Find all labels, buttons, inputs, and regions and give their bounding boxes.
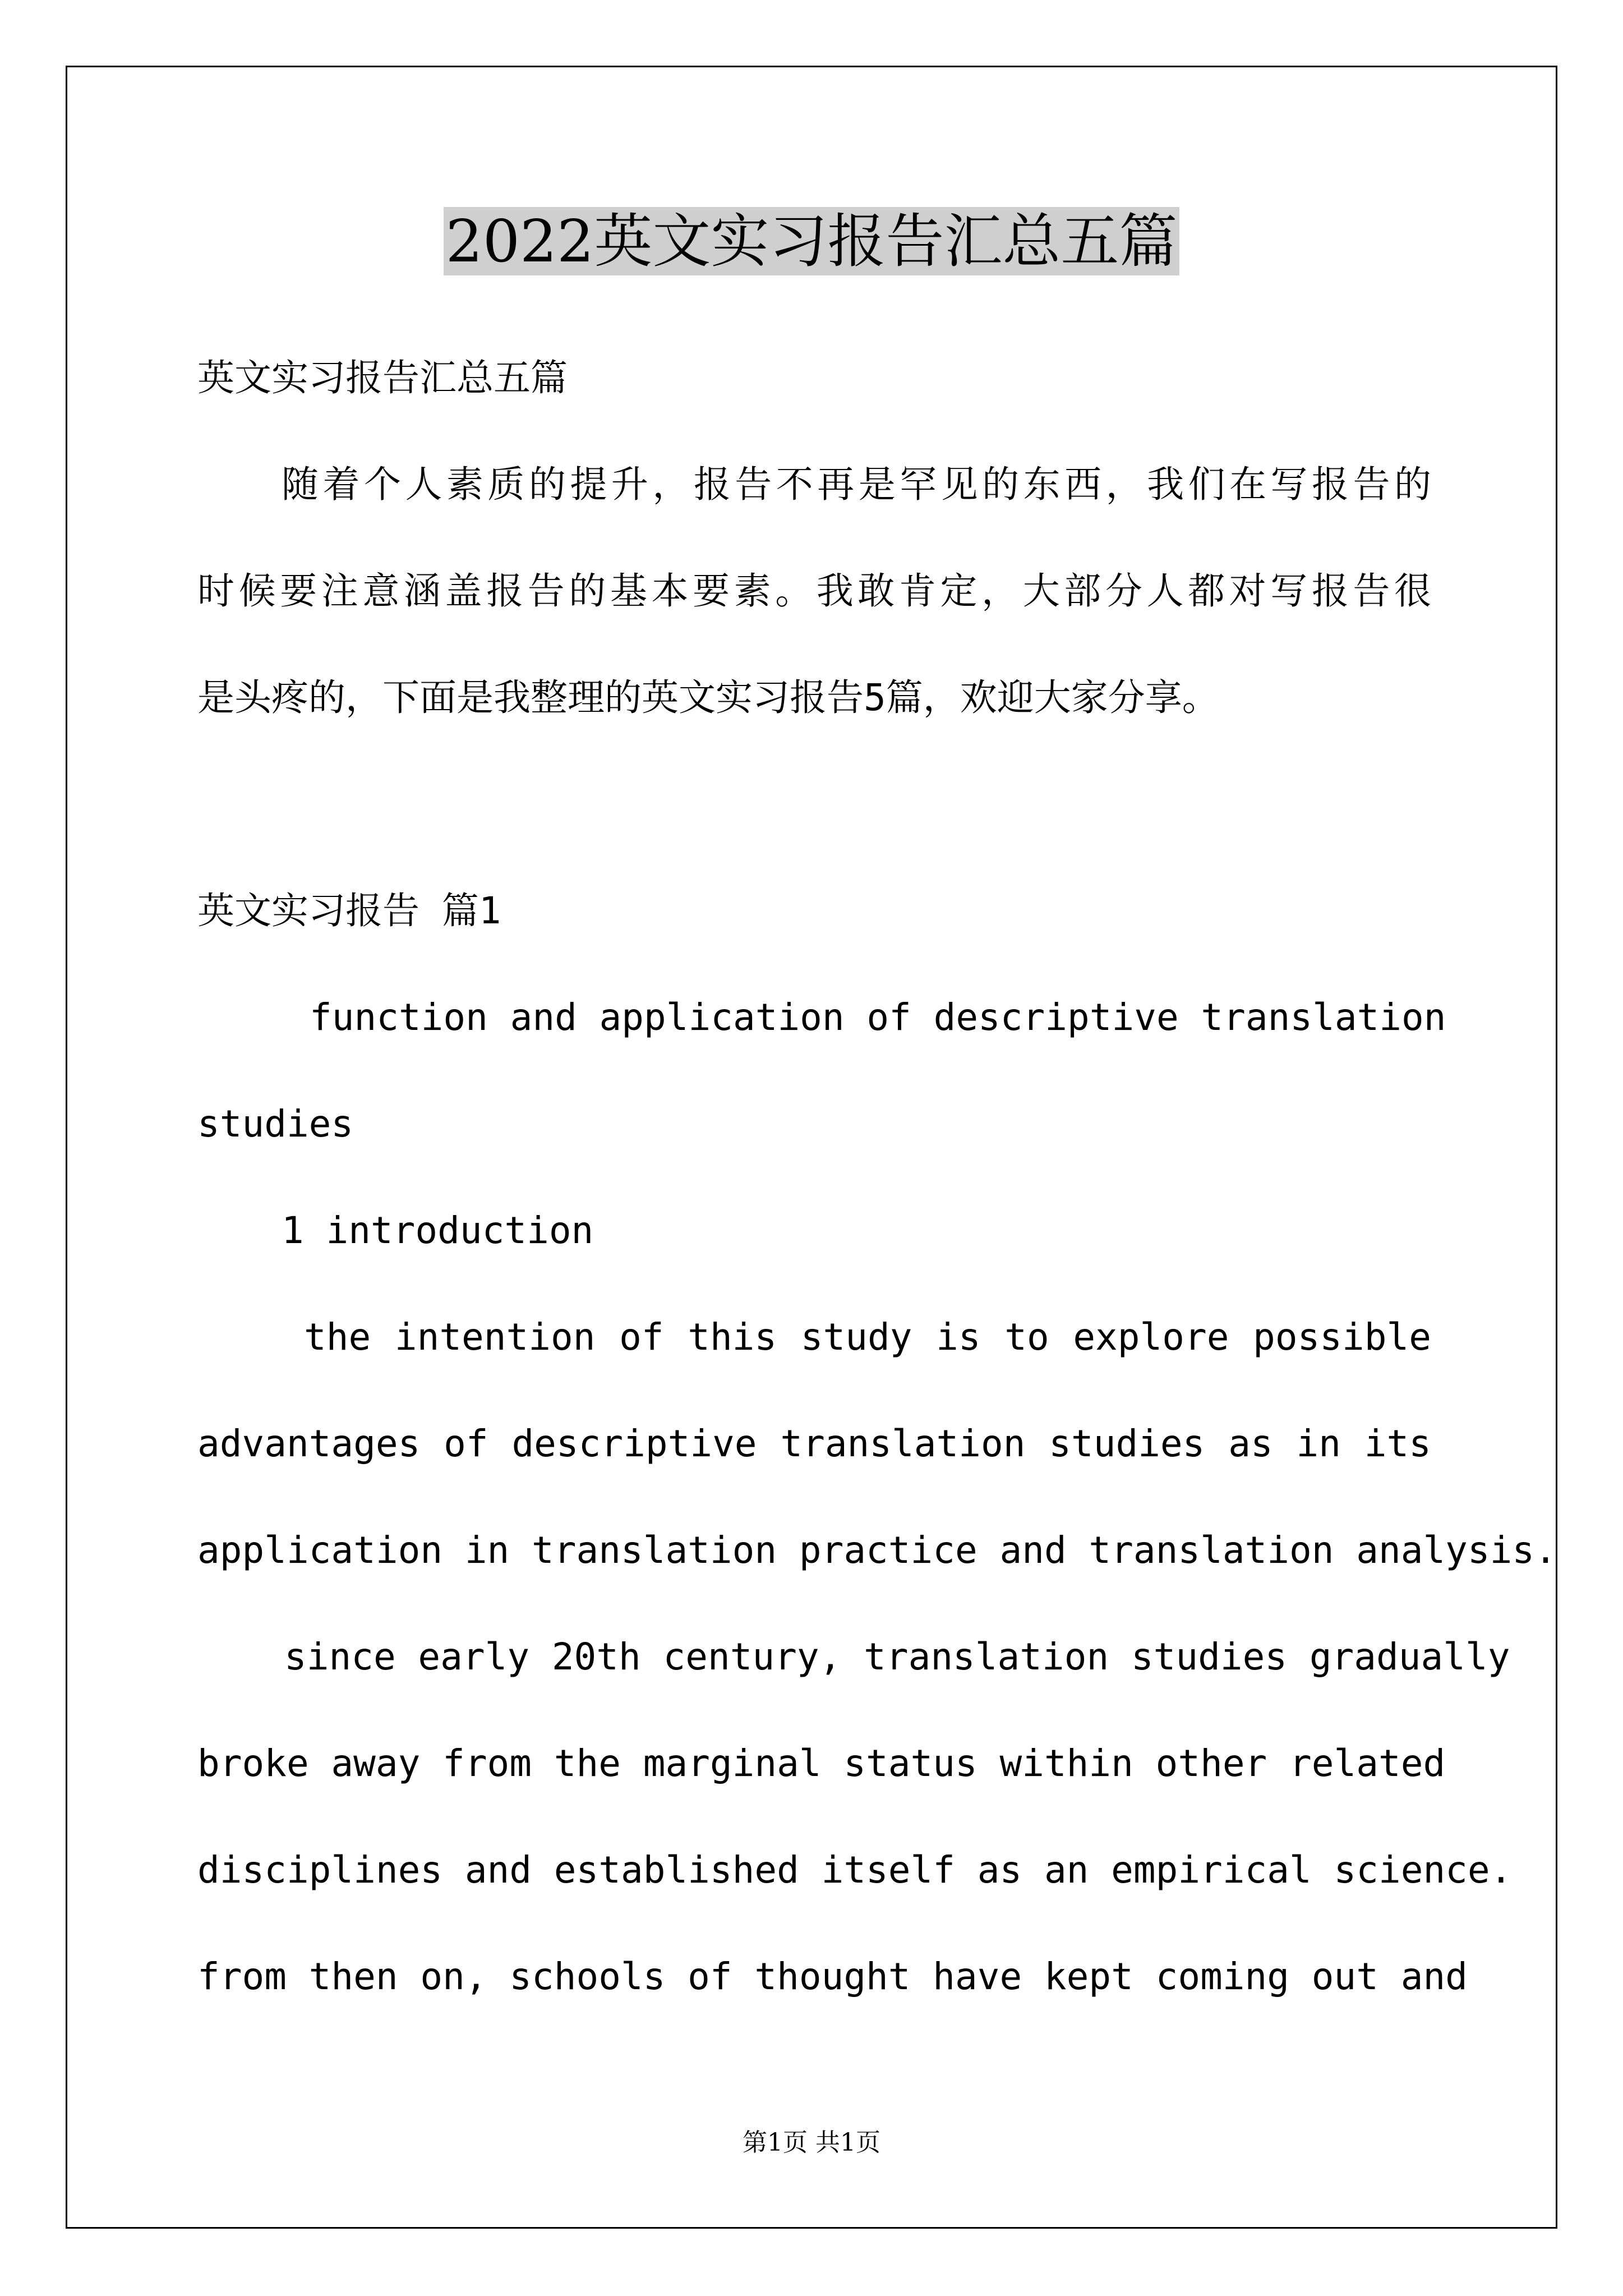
paragraph1-line-2: advantages of descriptive translation studies as in its [197, 1422, 1431, 1465]
paragraph2-line-3: disciplines and established itself as an empirical science. [197, 1848, 1513, 1892]
page-footer: 第1页 共1页 [743, 2128, 880, 2157]
paragraph2-line-2: broke away from the marginal status within other related [197, 1742, 1446, 1785]
intro-line-1: 随着个人素质的提升，报告不再是罕见的东西，我们在写报告的 [282, 463, 1431, 506]
paragraph1-line-1: the intention of this study is to explore possible [304, 1315, 1431, 1359]
paragraph1-line-3: application in translation practice and translation analysis. [197, 1529, 1557, 1572]
document-title-text: 2022英文实习报告汇总五篇 [444, 207, 1180, 275]
document-title [0, 202, 1623, 280]
section-heading: 英文实习报告 篇1 [197, 889, 501, 932]
subtitle: 英文实习报告汇总五篇 [197, 356, 568, 399]
intro-line-3: 是头疼的，下面是我整理的英文实习报告5篇，欢迎大家分享。 [197, 676, 1219, 719]
paper-title-line-1: function and application of descriptive translation [310, 996, 1446, 1039]
intro-heading: 1 introduction [282, 1209, 594, 1252]
paper-title-line-2: studies [197, 1102, 354, 1145]
intro-line-2: 时候要注意涵盖报告的基本要素。我敢肯定，大部分人都对写报告很 [197, 569, 1431, 613]
paragraph2-line-1: since early 20th century, translation studies gradually [284, 1635, 1510, 1678]
paragraph2-line-4: from then on, schools of thought have kept coming out and [197, 1955, 1468, 1998]
